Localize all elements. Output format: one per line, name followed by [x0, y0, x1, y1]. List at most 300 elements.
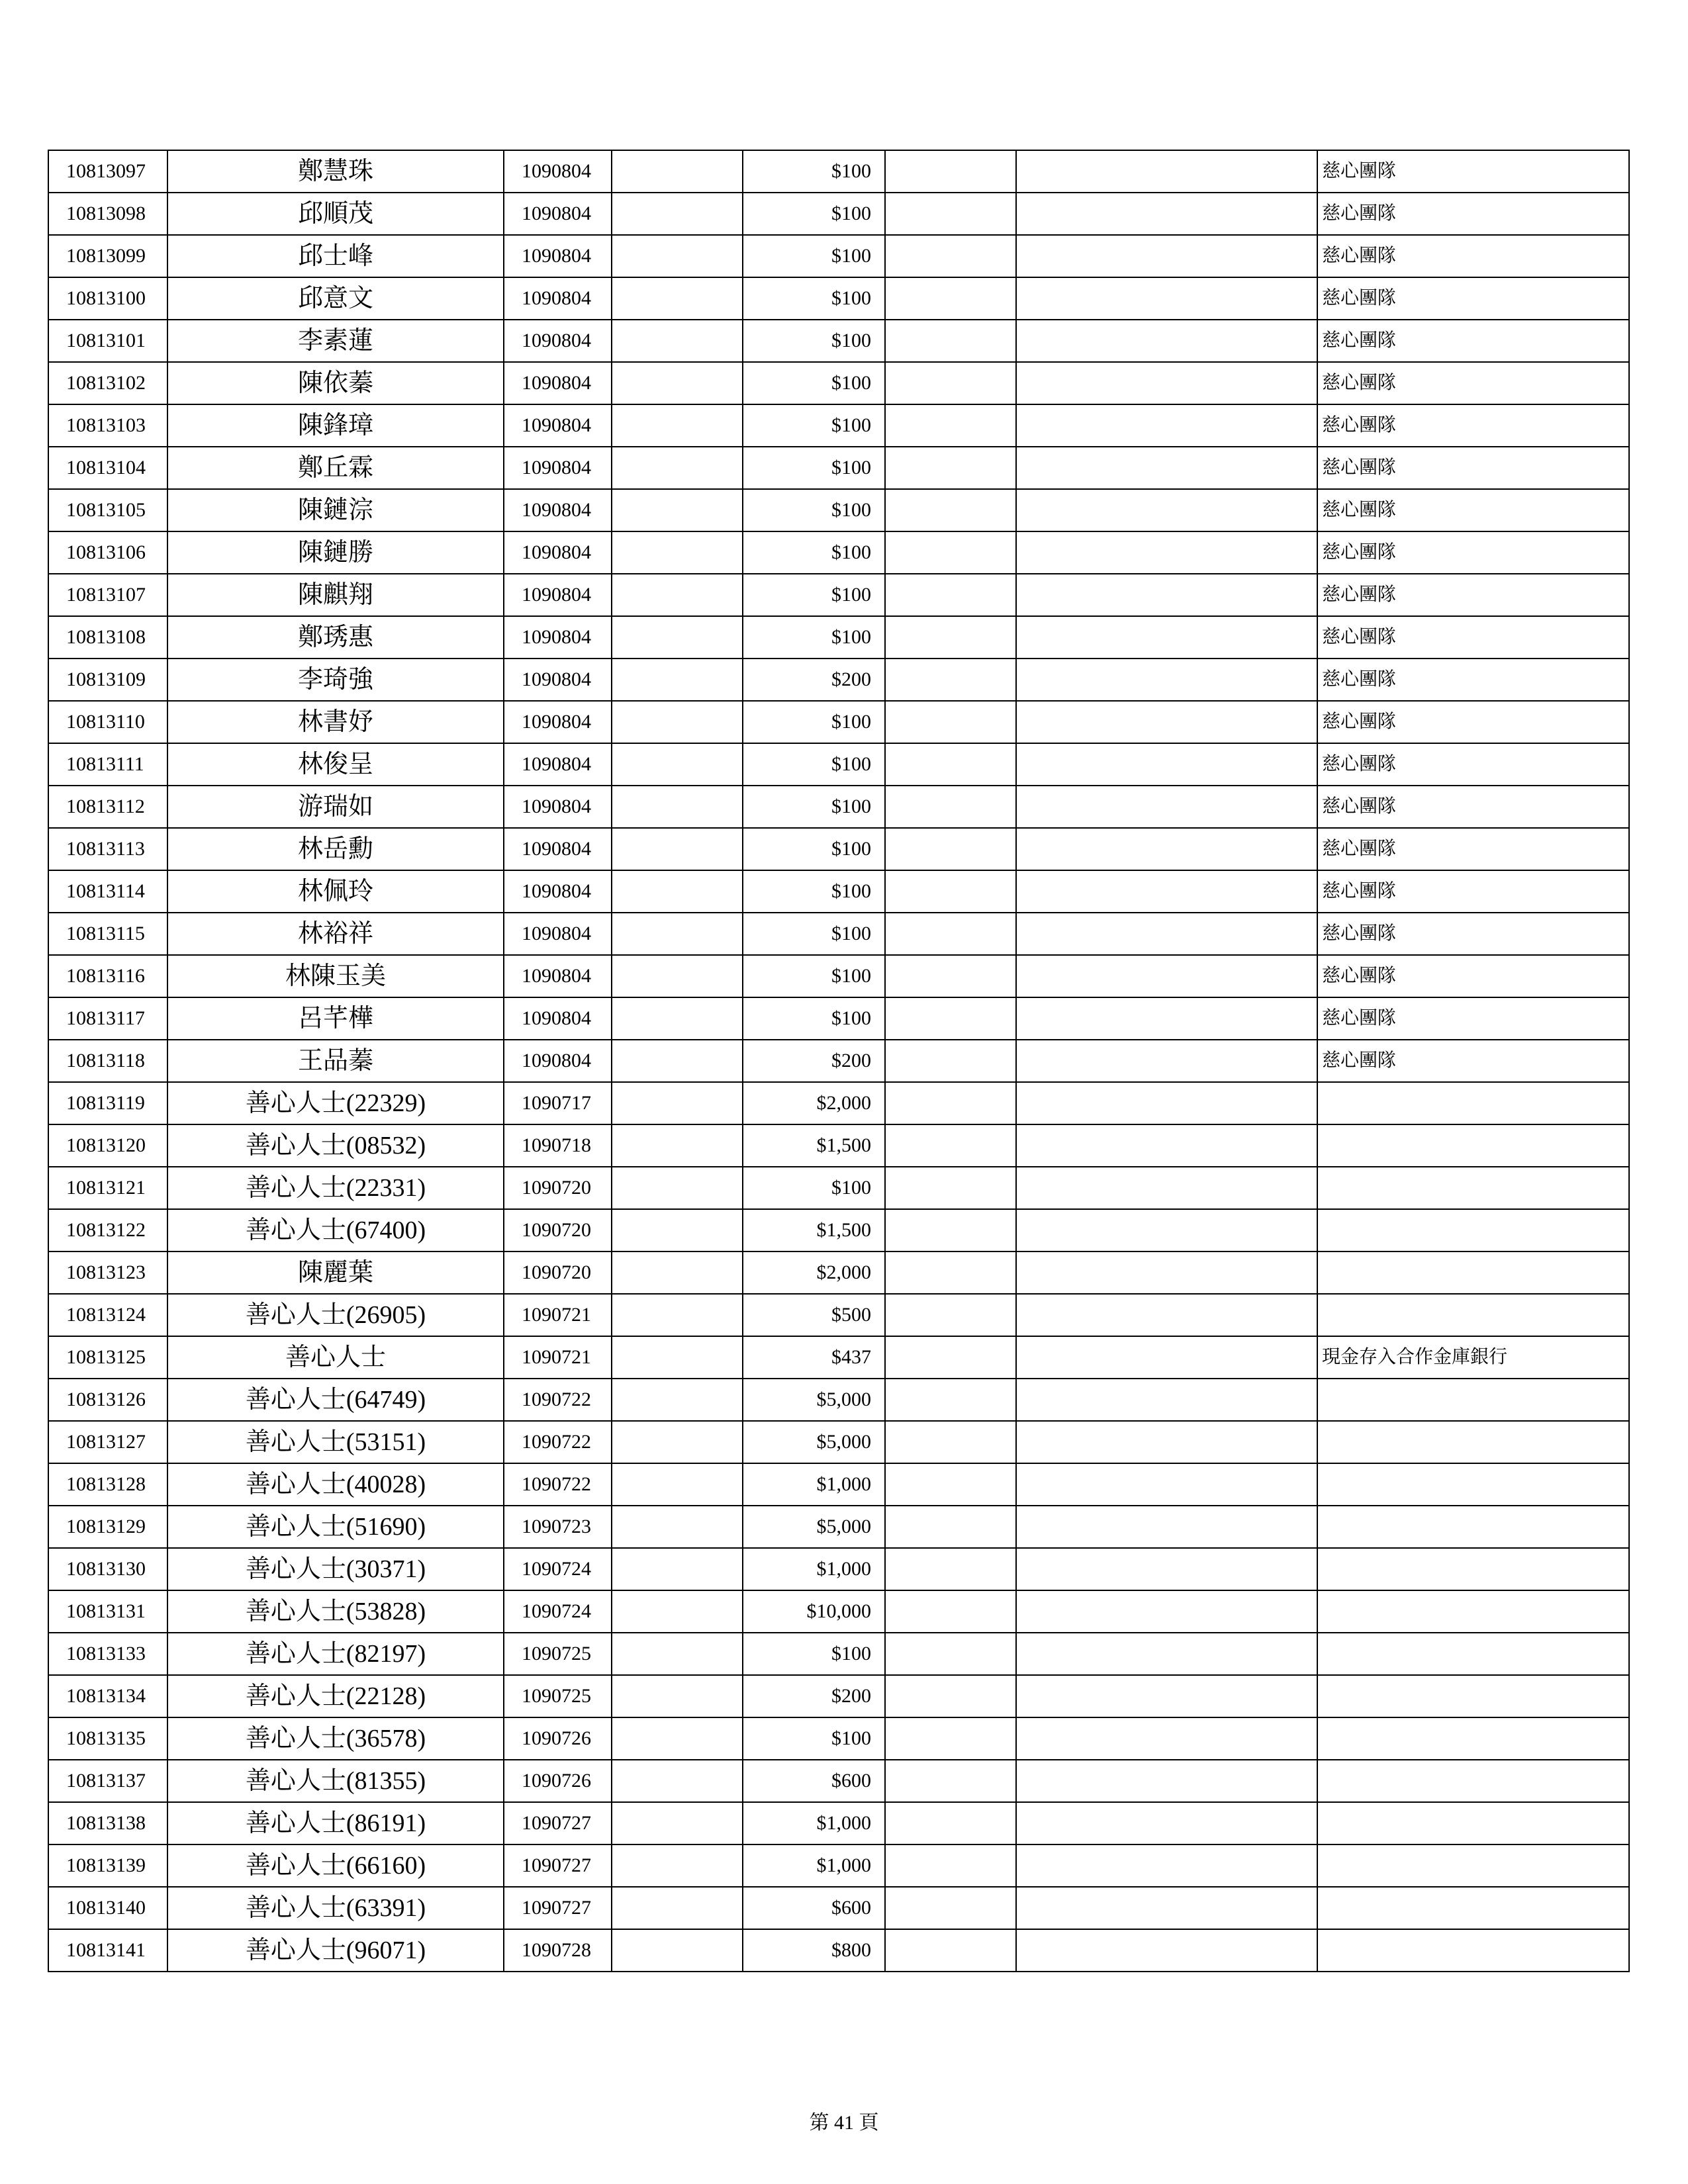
receipt-number-cell: 10813122 — [48, 1209, 167, 1251]
blank-cell — [885, 1167, 1016, 1209]
blank-cell — [885, 1506, 1016, 1548]
donor-name-cell: 鄭琇惠 — [167, 616, 504, 659]
donation-ledger-table — [48, 150, 1630, 1972]
donation-date-cell: 1090727 — [504, 1844, 612, 1887]
amount-cell: $100 — [743, 955, 885, 997]
donation-date-cell: 1090804 — [504, 235, 612, 277]
donor-name-cell: 善心人士 — [167, 1336, 504, 1379]
donation-date-cell: 1090804 — [504, 447, 612, 489]
note-cell: 慈心團隊 — [1317, 701, 1629, 743]
donation-date-cell: 1090804 — [504, 786, 612, 828]
donor-name-cell: 善心人士(22331) — [167, 1167, 504, 1209]
donation-date-cell: 1090721 — [504, 1336, 612, 1379]
blank-cell — [612, 701, 743, 743]
note-cell: 慈心團隊 — [1317, 489, 1629, 531]
table-row — [48, 870, 1629, 913]
table-row — [48, 531, 1629, 574]
donation-date-cell: 1090725 — [504, 1633, 612, 1675]
note-cell: 慈心團隊 — [1317, 320, 1629, 362]
table-row — [48, 1929, 1629, 1972]
blank-cell — [1016, 1590, 1317, 1633]
blank-cell — [1016, 616, 1317, 659]
blank-cell — [612, 1506, 743, 1548]
blank-cell — [612, 1633, 743, 1675]
donation-date-cell: 1090804 — [504, 743, 612, 786]
amount-cell: $100 — [743, 616, 885, 659]
blank-cell — [1016, 1167, 1317, 1209]
blank-cell — [612, 616, 743, 659]
receipt-number-cell: 10813099 — [48, 235, 167, 277]
donation-date-cell: 1090718 — [504, 1124, 612, 1167]
donation-date-cell: 1090727 — [504, 1887, 612, 1929]
receipt-number-cell: 10813114 — [48, 870, 167, 913]
blank-cell — [612, 574, 743, 616]
note-cell: 慈心團隊 — [1317, 659, 1629, 701]
receipt-number-cell: 10813111 — [48, 743, 167, 786]
blank-cell — [885, 743, 1016, 786]
receipt-number-cell: 10813107 — [48, 574, 167, 616]
blank-cell — [885, 870, 1016, 913]
donation-date-cell: 1090804 — [504, 362, 612, 404]
amount-cell: $200 — [743, 659, 885, 701]
blank-cell — [1016, 362, 1317, 404]
donor-name-cell: 善心人士(22128) — [167, 1675, 504, 1717]
donation-date-cell: 1090804 — [504, 489, 612, 531]
note-cell — [1317, 1717, 1629, 1760]
blank-cell — [885, 531, 1016, 574]
blank-cell — [1016, 150, 1317, 193]
blank-cell — [885, 1929, 1016, 1972]
note-cell: 慈心團隊 — [1317, 828, 1629, 870]
donor-name-cell: 游瑞如 — [167, 786, 504, 828]
blank-cell — [612, 913, 743, 955]
donation-date-cell: 1090722 — [504, 1463, 612, 1506]
donation-date-cell: 1090804 — [504, 150, 612, 193]
note-cell — [1317, 1379, 1629, 1421]
donation-date-cell: 1090804 — [504, 870, 612, 913]
blank-cell — [885, 1548, 1016, 1590]
blank-cell — [612, 1844, 743, 1887]
blank-cell — [885, 997, 1016, 1040]
amount-cell: $100 — [743, 828, 885, 870]
blank-cell — [612, 1040, 743, 1082]
blank-cell — [612, 955, 743, 997]
donor-name-cell: 陳依蓁 — [167, 362, 504, 404]
receipt-number-cell: 10813116 — [48, 955, 167, 997]
amount-cell: $100 — [743, 743, 885, 786]
blank-cell — [885, 1463, 1016, 1506]
table-row — [48, 659, 1629, 701]
blank-cell — [612, 1548, 743, 1590]
blank-cell — [1016, 743, 1317, 786]
donation-date-cell: 1090728 — [504, 1929, 612, 1972]
blank-cell — [1016, 913, 1317, 955]
note-cell — [1317, 1421, 1629, 1463]
donor-name-cell: 善心人士(63391) — [167, 1887, 504, 1929]
blank-cell — [612, 786, 743, 828]
donation-date-cell: 1090804 — [504, 616, 612, 659]
blank-cell — [612, 1379, 743, 1421]
table-row — [48, 1506, 1629, 1548]
receipt-number-cell: 10813140 — [48, 1887, 167, 1929]
note-cell — [1317, 1590, 1629, 1633]
note-cell — [1317, 1633, 1629, 1675]
donor-name-cell: 善心人士(36578) — [167, 1717, 504, 1760]
donor-name-cell: 善心人士(40028) — [167, 1463, 504, 1506]
donation-date-cell: 1090804 — [504, 955, 612, 997]
blank-cell — [612, 362, 743, 404]
receipt-number-cell: 10813113 — [48, 828, 167, 870]
donation-date-cell: 1090724 — [504, 1590, 612, 1633]
blank-cell — [1016, 1209, 1317, 1251]
blank-cell — [885, 447, 1016, 489]
table-row — [48, 1251, 1629, 1294]
receipt-number-cell: 10813129 — [48, 1506, 167, 1548]
donation-date-cell: 1090721 — [504, 1294, 612, 1336]
receipt-number-cell: 10813123 — [48, 1251, 167, 1294]
amount-cell: $1,000 — [743, 1844, 885, 1887]
table-row — [48, 616, 1629, 659]
receipt-number-cell: 10813106 — [48, 531, 167, 574]
blank-cell — [885, 150, 1016, 193]
blank-cell — [612, 1675, 743, 1717]
amount-cell: $100 — [743, 193, 885, 235]
blank-cell — [1016, 1760, 1317, 1802]
donor-name-cell: 林陳玉美 — [167, 955, 504, 997]
table-row — [48, 828, 1629, 870]
receipt-number-cell: 10813126 — [48, 1379, 167, 1421]
blank-cell — [612, 277, 743, 320]
note-cell — [1317, 1675, 1629, 1717]
donor-name-cell: 善心人士(26905) — [167, 1294, 504, 1336]
blank-cell — [612, 531, 743, 574]
blank-cell — [612, 1590, 743, 1633]
receipt-number-cell: 10813115 — [48, 913, 167, 955]
amount-cell: $500 — [743, 1294, 885, 1336]
blank-cell — [1016, 786, 1317, 828]
donor-name-cell: 善心人士(82197) — [167, 1633, 504, 1675]
blank-cell — [1016, 1887, 1317, 1929]
table-row — [48, 701, 1629, 743]
receipt-number-cell: 10813127 — [48, 1421, 167, 1463]
donation-date-cell: 1090804 — [504, 531, 612, 574]
amount-cell: $100 — [743, 1717, 885, 1760]
table-row — [48, 913, 1629, 955]
donor-name-cell: 王品蓁 — [167, 1040, 504, 1082]
blank-cell — [612, 828, 743, 870]
receipt-number-cell: 10813138 — [48, 1802, 167, 1844]
blank-cell — [1016, 1251, 1317, 1294]
donor-name-cell: 鄭慧珠 — [167, 150, 504, 193]
note-cell: 慈心團隊 — [1317, 531, 1629, 574]
amount-cell: $100 — [743, 1633, 885, 1675]
receipt-number-cell: 10813110 — [48, 701, 167, 743]
donor-name-cell: 林裕祥 — [167, 913, 504, 955]
blank-cell — [612, 1251, 743, 1294]
blank-cell — [1016, 1294, 1317, 1336]
receipt-number-cell: 10813103 — [48, 404, 167, 447]
note-cell — [1317, 1209, 1629, 1251]
donor-name-cell: 鄭丘霖 — [167, 447, 504, 489]
blank-cell — [885, 1421, 1016, 1463]
donor-name-cell: 李琦強 — [167, 659, 504, 701]
blank-cell — [1016, 531, 1317, 574]
blank-cell — [612, 1760, 743, 1802]
note-cell: 慈心團隊 — [1317, 150, 1629, 193]
note-cell: 慈心團隊 — [1317, 404, 1629, 447]
blank-cell — [612, 1887, 743, 1929]
table-row — [48, 277, 1629, 320]
blank-cell — [885, 1887, 1016, 1929]
receipt-number-cell: 10813098 — [48, 193, 167, 235]
donation-date-cell: 1090722 — [504, 1379, 612, 1421]
donor-name-cell: 善心人士(86191) — [167, 1802, 504, 1844]
note-cell: 慈心團隊 — [1317, 1040, 1629, 1082]
amount-cell: $1,500 — [743, 1124, 885, 1167]
blank-cell — [1016, 955, 1317, 997]
note-cell: 現金存入合作金庫銀行 — [1317, 1336, 1629, 1379]
blank-cell — [885, 1590, 1016, 1633]
table-row — [48, 1209, 1629, 1251]
donation-date-cell: 1090804 — [504, 320, 612, 362]
donor-name-cell: 善心人士(30371) — [167, 1548, 504, 1590]
blank-cell — [885, 1082, 1016, 1124]
note-cell: 慈心團隊 — [1317, 743, 1629, 786]
amount-cell: $1,500 — [743, 1209, 885, 1251]
blank-cell — [1016, 1506, 1317, 1548]
blank-cell — [612, 1929, 743, 1972]
donor-name-cell: 善心人士(67400) — [167, 1209, 504, 1251]
blank-cell — [1016, 320, 1317, 362]
blank-cell — [1016, 404, 1317, 447]
donor-name-cell: 善心人士(51690) — [167, 1506, 504, 1548]
table-row — [48, 1760, 1629, 1802]
blank-cell — [612, 447, 743, 489]
table-row — [48, 1379, 1629, 1421]
donor-name-cell: 陳鏈勝 — [167, 531, 504, 574]
amount-cell: $100 — [743, 913, 885, 955]
donation-date-cell: 1090804 — [504, 193, 612, 235]
blank-cell — [612, 997, 743, 1040]
blank-cell — [1016, 828, 1317, 870]
receipt-number-cell: 10813119 — [48, 1082, 167, 1124]
blank-cell — [1016, 1040, 1317, 1082]
receipt-number-cell: 10813118 — [48, 1040, 167, 1082]
blank-cell — [885, 1040, 1016, 1082]
blank-cell — [885, 616, 1016, 659]
donation-date-cell: 1090804 — [504, 913, 612, 955]
amount-cell: $600 — [743, 1887, 885, 1929]
blank-cell — [885, 404, 1016, 447]
amount-cell: $100 — [743, 362, 885, 404]
donor-name-cell: 善心人士(53828) — [167, 1590, 504, 1633]
table-row — [48, 743, 1629, 786]
table-row — [48, 1421, 1629, 1463]
blank-cell — [612, 1421, 743, 1463]
ledger-body — [48, 150, 1629, 1972]
blank-cell — [1016, 1379, 1317, 1421]
amount-cell: $10,000 — [743, 1590, 885, 1633]
receipt-number-cell: 10813108 — [48, 616, 167, 659]
amount-cell: $437 — [743, 1336, 885, 1379]
donation-date-cell: 1090722 — [504, 1421, 612, 1463]
receipt-number-cell: 10813128 — [48, 1463, 167, 1506]
blank-cell — [1016, 870, 1317, 913]
blank-cell — [612, 659, 743, 701]
donor-name-cell: 邱順茂 — [167, 193, 504, 235]
note-cell: 慈心團隊 — [1317, 235, 1629, 277]
blank-cell — [1016, 1463, 1317, 1506]
table-row — [48, 1675, 1629, 1717]
amount-cell: $1,000 — [743, 1463, 885, 1506]
receipt-number-cell: 10813137 — [48, 1760, 167, 1802]
blank-cell — [612, 1082, 743, 1124]
blank-cell — [885, 362, 1016, 404]
note-cell — [1317, 1506, 1629, 1548]
donor-name-cell: 陳麗葉 — [167, 1251, 504, 1294]
donor-name-cell: 善心人士(96071) — [167, 1929, 504, 1972]
blank-cell — [612, 193, 743, 235]
donor-name-cell: 邱意文 — [167, 277, 504, 320]
amount-cell: $1,000 — [743, 1548, 885, 1590]
note-cell — [1317, 1887, 1629, 1929]
donation-date-cell: 1090804 — [504, 659, 612, 701]
blank-cell — [1016, 489, 1317, 531]
blank-cell — [885, 1209, 1016, 1251]
amount-cell: $100 — [743, 489, 885, 531]
blank-cell — [885, 659, 1016, 701]
donor-name-cell: 善心人士(64749) — [167, 1379, 504, 1421]
table-row — [48, 997, 1629, 1040]
donation-date-cell: 1090804 — [504, 404, 612, 447]
table-row — [48, 786, 1629, 828]
note-cell: 慈心團隊 — [1317, 870, 1629, 913]
amount-cell: $800 — [743, 1929, 885, 1972]
blank-cell — [612, 1336, 743, 1379]
blank-cell — [1016, 574, 1317, 616]
note-cell: 慈心團隊 — [1317, 616, 1629, 659]
donation-date-cell: 1090727 — [504, 1802, 612, 1844]
blank-cell — [1016, 659, 1317, 701]
amount-cell: $200 — [743, 1675, 885, 1717]
blank-cell — [885, 1844, 1016, 1887]
donor-name-cell: 陳麒翔 — [167, 574, 504, 616]
blank-cell — [885, 277, 1016, 320]
amount-cell: $2,000 — [743, 1082, 885, 1124]
table-row — [48, 320, 1629, 362]
receipt-number-cell: 10813117 — [48, 997, 167, 1040]
donor-name-cell: 善心人士(53151) — [167, 1421, 504, 1463]
blank-cell — [885, 1675, 1016, 1717]
blank-cell — [1016, 701, 1317, 743]
donor-name-cell: 善心人士(66160) — [167, 1844, 504, 1887]
blank-cell — [612, 1463, 743, 1506]
table-row — [48, 447, 1629, 489]
blank-cell — [1016, 1802, 1317, 1844]
blank-cell — [885, 1760, 1016, 1802]
donor-name-cell: 林書妤 — [167, 701, 504, 743]
donation-date-cell: 1090724 — [504, 1548, 612, 1590]
blank-cell — [1016, 1675, 1317, 1717]
table-row — [48, 235, 1629, 277]
amount-cell: $100 — [743, 150, 885, 193]
donation-date-cell: 1090717 — [504, 1082, 612, 1124]
note-cell — [1317, 1802, 1629, 1844]
blank-cell — [885, 320, 1016, 362]
amount-cell: $5,000 — [743, 1506, 885, 1548]
table-row — [48, 1717, 1629, 1760]
receipt-number-cell: 10813105 — [48, 489, 167, 531]
receipt-number-cell: 10813125 — [48, 1336, 167, 1379]
blank-cell — [612, 1802, 743, 1844]
blank-cell — [885, 786, 1016, 828]
amount-cell: $100 — [743, 870, 885, 913]
donation-date-cell: 1090720 — [504, 1209, 612, 1251]
blank-cell — [1016, 1844, 1317, 1887]
table-row — [48, 193, 1629, 235]
blank-cell — [885, 955, 1016, 997]
blank-cell — [1016, 1336, 1317, 1379]
blank-cell — [885, 701, 1016, 743]
donor-name-cell: 善心人士(08532) — [167, 1124, 504, 1167]
donation-date-cell: 1090804 — [504, 574, 612, 616]
blank-cell — [885, 574, 1016, 616]
blank-cell — [612, 489, 743, 531]
receipt-number-cell: 10813131 — [48, 1590, 167, 1633]
donor-name-cell: 善心人士(22329) — [167, 1082, 504, 1124]
amount-cell: $5,000 — [743, 1379, 885, 1421]
blank-cell — [885, 1124, 1016, 1167]
blank-cell — [612, 235, 743, 277]
blank-cell — [612, 743, 743, 786]
blank-cell — [885, 1717, 1016, 1760]
receipt-number-cell: 10813133 — [48, 1633, 167, 1675]
note-cell: 慈心團隊 — [1317, 362, 1629, 404]
table-row — [48, 1463, 1629, 1506]
donation-date-cell: 1090804 — [504, 828, 612, 870]
blank-cell — [612, 1209, 743, 1251]
donor-name-cell: 林岳勳 — [167, 828, 504, 870]
receipt-number-cell: 10813121 — [48, 1167, 167, 1209]
receipt-number-cell: 10813139 — [48, 1844, 167, 1887]
donation-date-cell: 1090720 — [504, 1251, 612, 1294]
donor-name-cell: 善心人士(81355) — [167, 1760, 504, 1802]
receipt-number-cell: 10813124 — [48, 1294, 167, 1336]
table-row — [48, 1802, 1629, 1844]
receipt-number-cell: 10813097 — [48, 150, 167, 193]
table-row — [48, 362, 1629, 404]
donor-name-cell: 陳鋒璋 — [167, 404, 504, 447]
blank-cell — [885, 828, 1016, 870]
amount-cell: $100 — [743, 701, 885, 743]
amount-cell: $100 — [743, 447, 885, 489]
receipt-number-cell: 10813101 — [48, 320, 167, 362]
donor-name-cell: 邱士峰 — [167, 235, 504, 277]
note-cell: 慈心團隊 — [1317, 913, 1629, 955]
blank-cell — [1016, 1633, 1317, 1675]
note-cell — [1317, 1929, 1629, 1972]
blank-cell — [885, 1633, 1016, 1675]
donation-date-cell: 1090804 — [504, 1040, 612, 1082]
table-row — [48, 1844, 1629, 1887]
table-row — [48, 150, 1629, 193]
table-row — [48, 1082, 1629, 1124]
blank-cell — [885, 489, 1016, 531]
table-row — [48, 574, 1629, 616]
amount-cell: $100 — [743, 235, 885, 277]
note-cell — [1317, 1124, 1629, 1167]
donor-name-cell: 李素蓮 — [167, 320, 504, 362]
